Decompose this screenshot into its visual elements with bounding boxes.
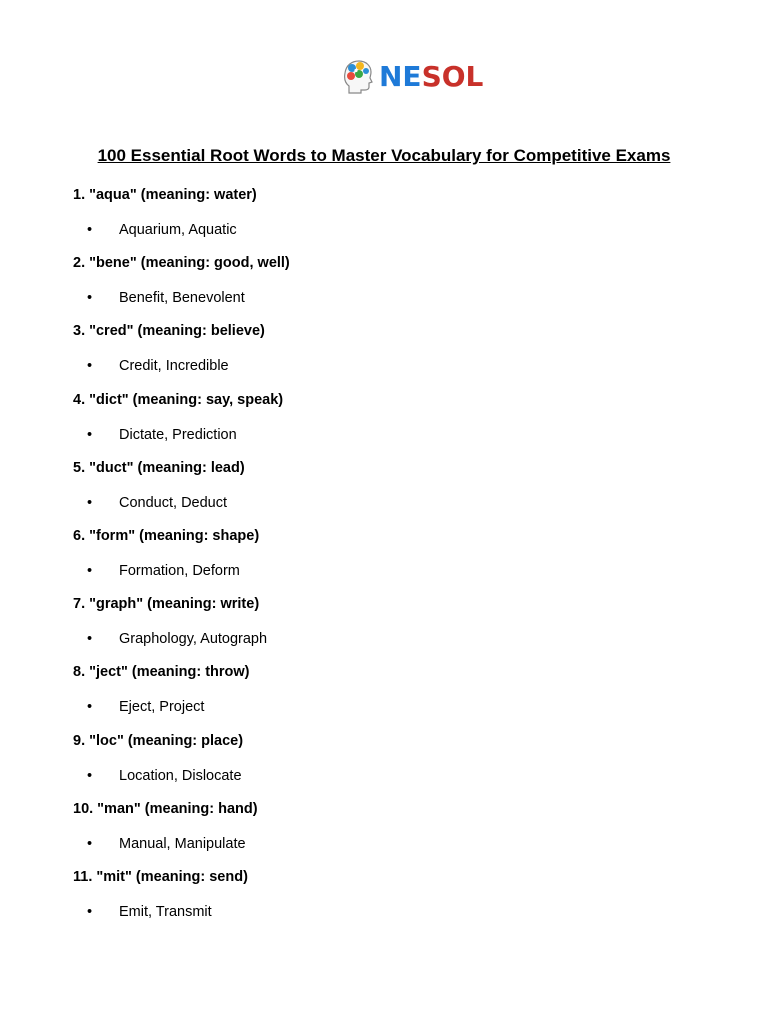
example-words: Credit, Incredible [119,358,229,375]
list-item [73,526,728,594]
list-item [73,594,728,662]
list-item [73,799,728,867]
bullet-icon: • [87,767,93,784]
example-words: Dictate, Prediction [119,426,237,443]
example-words: Graphology, Autograph [119,631,268,648]
root-word-heading: 3. "cred" (meaning: believe) [73,323,265,340]
root-word-heading: 5. "duct" (meaning: lead) [73,459,245,476]
example-words: Benefit, Benevolent [119,290,245,307]
root-word-heading: 9. "loc" (meaning: place) [73,732,244,749]
example-words: Aquarium, Aquatic [119,222,237,238]
list-item [73,185,728,253]
root-word-heading: 7. "graph" (meaning: write) [73,596,260,613]
bullet-icon: • [87,290,93,307]
brand-name-part1: NE [379,60,422,93]
example-words: Conduct, Deduct [119,494,228,511]
example-words: Location, Dislocate [119,767,242,784]
example-words: Eject, Project [119,699,205,716]
root-word-heading: 10. "man" (meaning: hand) [73,800,258,817]
list-item [73,253,728,321]
bullet-icon: • [87,222,93,238]
document-title: 100 Essential Root Words to Master Vocabulary for Competitive Exams [97,146,671,165]
brand-logo [343,58,483,96]
example-words: Emit, Transmit [119,903,212,920]
brand-name [379,59,483,95]
head-puzzle-icon [343,59,373,95]
bullet-icon: • [87,562,93,579]
root-word-heading: 1. "aqua" (meaning: water) [73,187,257,203]
root-word-heading: 2. "bene" (meaning: good, well) [73,255,290,272]
root-word-heading: 11. "mit" (meaning: send) [73,868,248,885]
bullet-icon: • [87,631,93,648]
list-item [73,321,728,389]
list-item [73,731,728,799]
root-word-heading: 6. "form" (meaning: shape) [73,527,260,544]
bullet-icon: • [87,903,93,920]
list-item [73,662,728,730]
example-words: Formation, Deform [119,562,240,579]
root-word-list [73,185,728,935]
bullet-icon: • [87,835,93,852]
root-word-heading: 8. "ject" (meaning: throw) [73,664,250,681]
root-word-heading: 4. "dict" (meaning: say, speak) [73,391,284,408]
bullet-icon: • [87,494,93,511]
bullet-icon: • [87,699,93,716]
list-item [73,867,728,935]
bullet-icon: • [87,426,93,443]
brand-name-part2: SOL [421,60,484,93]
list-item [73,458,728,526]
list-item [73,390,728,458]
example-words: Manual, Manipulate [119,835,246,852]
bullet-icon: • [87,358,93,375]
